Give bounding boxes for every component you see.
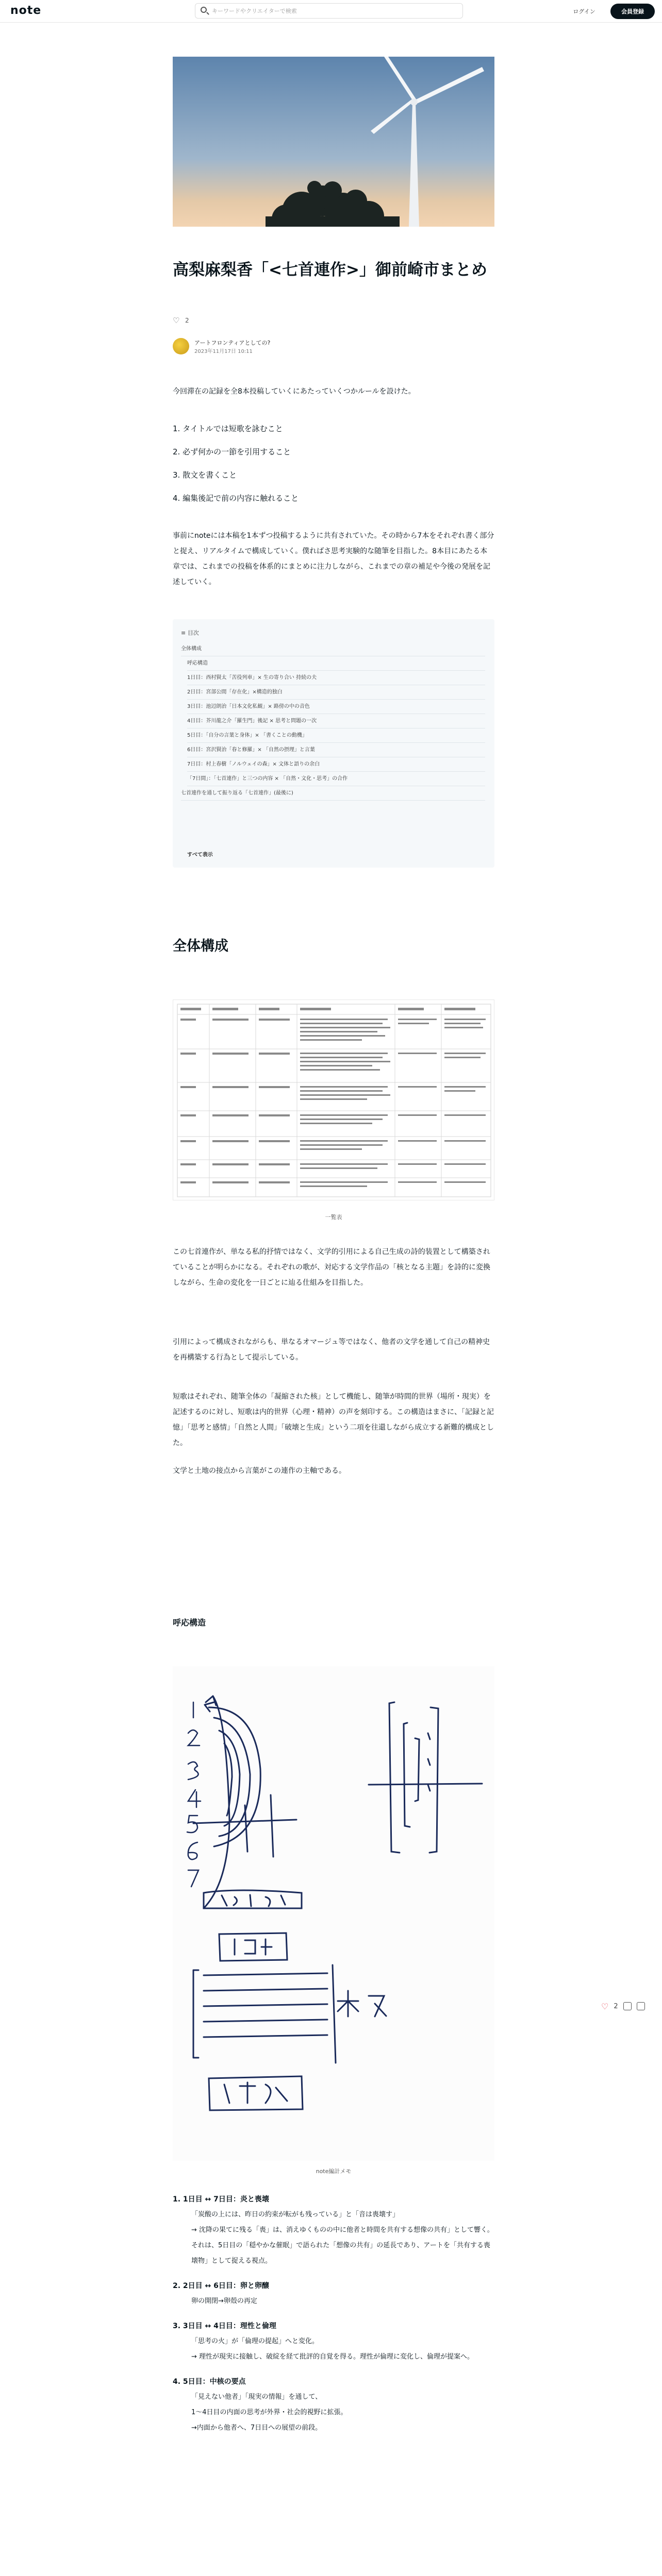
note-logo[interactable]: note [10, 4, 42, 17]
toc-item[interactable]: 「7日間」：「七首連作」と三つの内容 × 「自然・文化・思考」の合作 [187, 772, 485, 786]
login-link[interactable]: ログイン [573, 8, 595, 15]
floating-action-bar [601, 1999, 658, 2013]
toc-item[interactable]: 4日目：芥川龍之介「羅生門」後記 × 思考と問題の一次 [187, 714, 485, 728]
toc-item[interactable]: 6日目：宮沢賢治「春と修羅」× 「自然の摂理」と言葉 [187, 743, 485, 757]
list-item: 4. 編集後記で前の内容に触れること [173, 494, 299, 503]
list-item: 1. 1日目 ↔ 7日目：炎と喪壊 「炭酸の上には、昨日の約束が転がも残っている」と「音は喪壊す」 → 沈降の果てに残る「喪」は、消えゆくものの中に他者と時間を共有する想像の共有」として響く。それは、5日目の「穏やかな催眠」で語られた「想像の共有」の延長であり、アートを「共有する喪壊物」として捉える視点。 [173, 2195, 494, 2265]
author-name[interactable]: アートフロンティアとしての? [194, 340, 271, 346]
publish-date: 2023年11月17日 10:11 [194, 349, 253, 354]
table-of-contents [173, 619, 494, 868]
toc-header[interactable]: ≡ 目次 [181, 630, 199, 636]
image-caption: note編計メモ [316, 2168, 352, 2175]
toc-item[interactable]: 呼応構造 [187, 656, 485, 671]
share-icon[interactable] [637, 2002, 645, 2010]
section-heading: 全体構成 [173, 938, 228, 954]
toc-item[interactable]: 七首連作を通して振り返る「七首連作」(最後に) [181, 786, 485, 801]
toc-item[interactable]: 7日目：村上春樹「ノルウェイの森」× 文体と語りの余白 [187, 757, 485, 772]
body-paragraph: 引用によって構成されながらも、単なるオマージュ等ではなく、他者の文学を通して自己の精神史を再構築する行為として提示している。 [173, 1338, 490, 1362]
toc-item[interactable]: 全体構成 [181, 642, 485, 656]
structure-list [173, 2192, 494, 2436]
toc-show-all-button[interactable]: すべて表示 [187, 852, 213, 858]
list-item: 3. 散文を書くこと [173, 470, 237, 480]
bookmark-icon[interactable] [623, 2002, 632, 2010]
toc-item[interactable]: 3日目：池辺朗治「日本文化私観」× 路傍の中の音色 [187, 700, 485, 714]
avatar[interactable] [173, 338, 189, 354]
body-paragraph: 事前にnoteには本稿を1本ずつ投稿するように共有されていた。その時から7本をそれぞれ書く部分と捉え、リアルタイムで構成していく。僕ればさ思考実験的な随筆を目指した。8本目にあたる本章では、これまでの投稿を体系的にまとめに注力しながら、これまでの章の補足や今後の発展を記述していく。 [173, 532, 494, 586]
toc-item[interactable]: 1日目：西村賢太「苦役列車」× 生の寄り合い 持続の夫 [187, 671, 485, 685]
search-input[interactable] [212, 6, 454, 15]
like-count: 2 [185, 317, 189, 324]
list-item: 3. 3日目 ↔ 4日目：理性と倫理 「思考の火」が「倫理の提起」へと変化。 → 理性が現実に接触し、破綻を経て批評的自覚を得る。理性が倫理に変化し、倫理が提案へ。 [173, 2322, 474, 2361]
author-block[interactable] [173, 336, 494, 357]
body-paragraph: 短歌はそれぞれ、随筆全体の「凝縮された核」として機能し、随筆が時間的世界（場所・現実）を記述するのに対し、短歌は内的世界（心理・精神）の声を刻印する。この構造はまさに、「記録と記憶」「思考と感情」「自然と人間」「破壊と生成」という二項を往還しながら成立する新難的構成とした。 [173, 1393, 494, 1447]
list-icon: ≡ [181, 630, 188, 636]
site-header [0, 0, 662, 23]
list-item: 4. 5日目：中核の要点 「見えない他者」「現実の情報」を通して、 1〜4日目の内面の思考が外界・社会的視野に拡張。 →内面から他者へ、7日目への展望の前段。 [173, 2378, 347, 2432]
body-paragraph: この七首連作が、単なる私的抒情ではなく、文学的引用による自己生成の詩的装置として構築されていることが明らかになる。それぞれの歌が、対応する文学作品の「核となる主題」を詩的に変換しながら、生命の変化を一日ごとに辿る仕組みを目指した。 [173, 1248, 490, 1287]
hero-image [173, 57, 494, 227]
toc-item[interactable]: 2日目：宮部公間「存在化」×構造的独白 [187, 685, 485, 700]
article-meta [173, 315, 494, 326]
heart-icon[interactable]: ♡ [601, 2001, 609, 2011]
image-caption: 一覧表 [325, 1214, 342, 1221]
list-item: 1. タイトルでは短歌を詠むこと [173, 424, 283, 433]
article-title: 高梨麻梨香「<七首連作>」御前崎市まとめ [173, 261, 487, 279]
body-paragraph: 文学と土地の接点から言葉がこの連作の主軸である。 [173, 1467, 346, 1475]
list-item: 2. 必ず何かの一節を引用すること [173, 447, 291, 456]
like-count: 2 [614, 2002, 618, 2010]
search-icon [201, 7, 207, 13]
overview-table-image [173, 999, 494, 1200]
handwritten-sketch-image [173, 1666, 494, 2161]
toc-item[interactable]: 5日目：「自分の言葉と身体」× 「書くことの動機」 [187, 728, 485, 743]
list-item: 2. 2日目 ↔ 6日目：卵と卵醸 卵の開閉→卵殻の再定 [173, 2282, 269, 2305]
search-box[interactable] [195, 3, 463, 19]
heart-icon[interactable]: ♡ [173, 316, 180, 325]
section-heading: 呼応構造 [173, 1618, 206, 1628]
signup-button[interactable]: 会員登録 [610, 4, 655, 19]
rules-list [173, 417, 494, 510]
intro-paragraph: 今回滞在の記録を全8本投稿していくにあたっていくつかルールを設けた。 [173, 387, 416, 396]
